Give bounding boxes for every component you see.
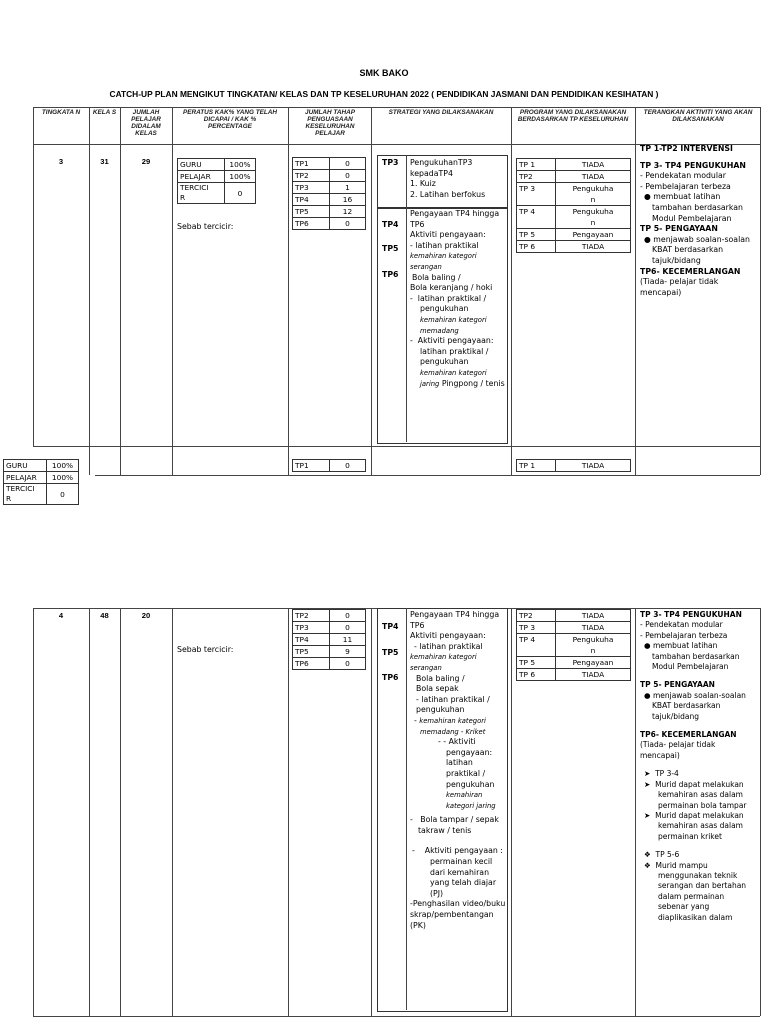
strat-line: Bola baling / <box>412 272 461 282</box>
row1-strat-b-label: TP5 <box>382 244 399 253</box>
row3-strat-label: TP4 <box>382 622 399 631</box>
diamond-icon: ❖ <box>644 860 651 870</box>
tp-label: TP4 <box>293 194 330 206</box>
header-jumlah-pelajar: JUMLAH PELAJAR DIDALAM KELAS <box>131 109 161 137</box>
value: 0 <box>47 484 79 505</box>
program-label: TP 1 <box>517 159 556 171</box>
diamond-icon: ❖ <box>644 850 651 860</box>
strat-line: - Aktiviti pengayaan: latihan praktikal / pengukuhan <box>443 737 495 789</box>
label: TERCICI R <box>4 484 47 505</box>
program-value: TIADA <box>556 159 631 171</box>
tp-label: TP5 <box>293 206 330 218</box>
tp-label: TP3 <box>293 622 330 634</box>
row3-tp-table <box>292 609 366 670</box>
strat-line: - Kriket <box>458 727 486 736</box>
strat-line: PengukuhanTP3 kepadaTP4 <box>410 158 473 178</box>
strat-line: - latihan praktikal / pengukuhan <box>416 694 490 715</box>
program-value: TIADA <box>556 171 631 183</box>
row2-tp-table <box>292 459 366 472</box>
row1-strat-a-label: TP3 <box>382 158 399 167</box>
tp-label: TP6 <box>293 658 330 670</box>
label: TERCICI R <box>178 183 225 204</box>
strat-line: kemahiran kategori jaring <box>446 791 496 810</box>
label: GURU <box>4 460 47 472</box>
aktiviti-line: TP 3- TP4 PENGUKUHAN <box>640 610 742 619</box>
row1-program-table <box>516 158 631 253</box>
aktiviti-line: TP 3-4 <box>655 769 679 779</box>
program-value: TIADA <box>556 241 631 253</box>
row1-strat-b: Pengayaan TP4 hingga TP6 Aktiviti pengayaan: - latihan praktikal kemahiran kategori serangan Bola baling / Bola keranjang / hoki - latihan praktikal / pengukuhan kemahiran kategori memadang - Aktiviti pengayaan: latihan praktikal / pengukuhan kemahiran kategori jaring Pingpong / tenis <box>410 209 505 388</box>
strat-line: Bola keranjang / hoki <box>410 283 493 293</box>
program-label: TP 3 <box>517 183 556 206</box>
tp-value: 0 <box>330 170 366 182</box>
aktiviti-line: menjawab soalan-soalan KBAT berdasarkan tajuk/bidang <box>652 690 746 721</box>
aktiviti-line: membuat latihan tambahan berdasarkan Modul Pembelajaran <box>652 641 740 672</box>
program-label: TP 5 <box>517 657 556 669</box>
row3-program-table <box>516 609 631 681</box>
strat-line: latihan praktikal / pengukuhan <box>417 293 487 314</box>
header-strategi: STRATEGI YANG DILAKSANAKAN <box>388 109 494 116</box>
tp-value: 0 <box>330 658 366 670</box>
aktiviti-line: TP6- KECEMERLANGAN <box>640 730 737 740</box>
value: 100% <box>47 460 79 472</box>
strat-line: -Penghasilan video/buku skrap/pembentangan (PK) <box>410 899 506 930</box>
tp-label: TP2 <box>293 170 330 182</box>
aktiviti-line: TP 5- PENGAYAAN <box>640 224 718 234</box>
strat-line: Aktiviti pengayaan: latihan praktikal / pengukuhan <box>417 336 494 367</box>
tp-value: 1 <box>330 182 366 194</box>
bullet-icon: ● <box>644 641 651 651</box>
program-value: Pengayaan <box>556 229 631 241</box>
tp-value: 16 <box>330 194 366 206</box>
label: PELAJAR <box>178 171 225 183</box>
tp-label: TP3 <box>293 182 330 194</box>
program-label: TP2 <box>517 610 556 622</box>
bullet-icon: ● <box>644 192 651 202</box>
program-label: TP2 <box>517 171 556 183</box>
strat-line: 2. Latihan berfokus <box>410 189 486 199</box>
strat-line: Pingpong / tenis <box>439 378 505 388</box>
row1-strat-b-label: TP6 <box>382 270 399 279</box>
program-label: TP 4 <box>517 206 556 229</box>
aktiviti-line: TP 1-TP2 INTERVENSI <box>640 144 733 153</box>
program-label: TP 4 <box>517 634 556 657</box>
program-label: TP 3 <box>517 622 556 634</box>
aktiviti-line: (Tiada- pelajar tidak mencapai) <box>640 740 716 760</box>
program-value: TIADA <box>556 669 631 681</box>
aktiviti-line: TP 3- TP4 PENGUKUHAN <box>640 160 746 170</box>
header-tingkatan: TINGKATA N <box>41 109 81 116</box>
row2-program-table <box>516 459 631 472</box>
row3-strat: Pengayaan TP4 hingga TP6 Aktiviti pengayaan: - latihan praktikal kemahiran kategori serangan Bola baling / Bola sepak - latihan praktikal / pengukuhan - kemahiran kategori memadang - Kriket - - Aktiviti pengayaan: latihan praktikal / pengukuhan kemahiran kategori jaring - Bola tampar / sepak takraw / tenis - Aktiviti pengayaan : permainan kecil dari kemahiran yang telah diajar (PJ) -Penghasilan video/buku skrap/pembentangan (PK) <box>410 610 506 930</box>
strat-line: Aktiviti pengayaan: <box>410 230 486 240</box>
row3-aktiviti <box>640 610 756 923</box>
header-program: PROGRAM YANG DILAKSANAKAN BERDASARKAN TP KESELURUHAN <box>517 109 629 123</box>
row2-peratus-table <box>3 459 79 505</box>
tp-value: 0 <box>330 218 366 230</box>
tp-value: 0 <box>330 610 366 622</box>
program-label: TP 1 <box>517 460 556 472</box>
tp-label: TP6 <box>293 218 330 230</box>
aktiviti-line: TP6- KECEMERLANGAN <box>640 266 741 276</box>
row3-strat-label: TP5 <box>382 648 399 657</box>
header-tahap: JUMLAH TAHAP PENGUASAAN KESELURUHAN PELAJAR <box>305 109 355 137</box>
program-value: Pengayaan <box>556 657 631 669</box>
value: 100% <box>225 171 256 183</box>
strat-line: Aktiviti pengayaan : permainan kecil dari kemahiran yang telah diajar (PJ) <box>424 846 503 898</box>
page-title: CATCH-UP PLAN MENGIKUT TINGKATAN/ KELAS DAN TP KESELURUHAN 2022 ( PENDIDIKAN JASMANI DAN PENDIDIKAN KESIHATAN ) <box>109 89 659 99</box>
program-value: TIADA <box>556 610 631 622</box>
row3-pelajar: 20 <box>141 611 151 620</box>
strat-line: Pengayaan TP4 hingga TP6 <box>410 610 500 630</box>
row1-sebab: Sebab tercicir: <box>177 222 234 231</box>
value: 100% <box>225 159 256 171</box>
arrow-icon: ➤ <box>644 810 651 820</box>
tp-value: 12 <box>330 206 366 218</box>
tp-value: 0 <box>330 460 366 472</box>
tp-label: TP1 <box>293 158 330 170</box>
row1-strat-a <box>410 158 504 200</box>
strat-line: kemahiran kategori serangan <box>410 252 477 271</box>
aktiviti-line: Murid dapat melakukan kemahiran asas dalam permainan bola tampar <box>655 779 747 810</box>
row3-kelas: 48 <box>100 611 109 620</box>
strat-line: Pengayaan TP4 hingga TP6 <box>410 209 500 229</box>
value: 100% <box>47 472 79 484</box>
strat-line: Bola baling / <box>416 673 465 683</box>
aktiviti-line: TP 5-6 <box>655 850 680 860</box>
strat-line: - latihan praktikal <box>414 641 483 651</box>
header-peratus: PERATUS KAK% YANG TELAH DICAPAI / KAK % PERCENTAGE <box>182 109 278 130</box>
aktiviti-line: Murid mampu menggunakan teknik serangan dan bertahan dalam permainan sebenar yang diaplikasikan dalam <box>655 860 747 922</box>
strat-line: kemahiran kategori serangan <box>410 653 477 672</box>
bullet-icon: ● <box>644 690 651 700</box>
tp-value: 9 <box>330 646 366 658</box>
program-label: TP 6 <box>517 669 556 681</box>
aktiviti-line: TP 5- PENGAYAAN <box>640 680 715 690</box>
program-label: TP 5 <box>517 229 556 241</box>
header-kelas: KELA S <box>92 109 117 116</box>
aktiviti-line: - Pendekatan modular <box>640 620 723 630</box>
program-value: TIADA <box>556 460 631 472</box>
tp-label: TP5 <box>293 646 330 658</box>
label: PELAJAR <box>4 472 47 484</box>
tp-value: 11 <box>330 634 366 646</box>
aktiviti-line: - Pembelajaran terbeza <box>640 181 731 191</box>
row3-strat-label: TP6 <box>382 673 399 682</box>
tp-value: 0 <box>330 158 366 170</box>
row1-pelajar: 29 <box>141 157 151 166</box>
strat-line: kemahiran kategori memadang <box>419 716 486 736</box>
tp-label: TP4 <box>293 634 330 646</box>
tp-value: 0 <box>330 622 366 634</box>
arrow-icon: ➤ <box>644 779 651 789</box>
row1-tingkatan: 3 <box>58 157 64 166</box>
strat-line: Bola tampar / sepak takraw / tenis <box>418 815 499 835</box>
arrow-icon: ➤ <box>644 769 651 779</box>
value: 0 <box>225 183 256 204</box>
program-value: Pengukuha n <box>556 183 631 206</box>
strat-line: Bola sepak <box>416 684 459 694</box>
row1-tp-table <box>292 157 366 230</box>
row3-sebab: Sebab tercicir: <box>177 645 234 654</box>
strat-line: 1. Kuiz <box>410 179 436 189</box>
row1-aktiviti <box>640 144 756 298</box>
aktiviti-line: (Tiada- pelajar tidak mencapai) <box>640 277 719 297</box>
strat-line: kemahiran kategori memadang <box>420 315 487 335</box>
aktiviti-line: Murid dapat melakukan kemahiran asas dalam permainan kriket <box>655 810 744 841</box>
tp-label: TP1 <box>293 460 330 472</box>
label: GURU <box>178 159 225 171</box>
row1-peratus-table <box>177 158 256 204</box>
aktiviti-line: - Pembelajaran terbeza <box>640 630 728 640</box>
program-value: Pengukuha n <box>556 634 631 657</box>
school-name: SMK BAKO <box>359 68 409 78</box>
row1-kelas: 31 <box>100 157 109 166</box>
tp-label: TP2 <box>293 610 330 622</box>
strat-line: Aktiviti pengayaan: <box>410 631 486 641</box>
row1-strat-b-label: TP4 <box>382 220 399 229</box>
program-label: TP 6 <box>517 241 556 253</box>
program-value: Pengukuha n <box>556 206 631 229</box>
bullet-icon: ● <box>644 234 651 244</box>
row3-tingkatan: 4 <box>58 611 64 620</box>
aktiviti-line: membuat latihan tambahan berdasarkan Modul Pembelajaran <box>652 192 743 223</box>
header-aktiviti: TERANGKAN AKTIVITI YANG AKAN DILAKSANAKAN <box>643 109 753 123</box>
program-value: TIADA <box>556 622 631 634</box>
aktiviti-line: menjawab soalan-soalan KBAT berdasarkan tajuk/bidang <box>652 234 750 265</box>
strat-line: kemahiran kategori jaring <box>420 368 487 388</box>
aktiviti-line: - Pendekatan modular <box>640 171 727 181</box>
strat-line: - latihan praktikal <box>410 240 479 250</box>
